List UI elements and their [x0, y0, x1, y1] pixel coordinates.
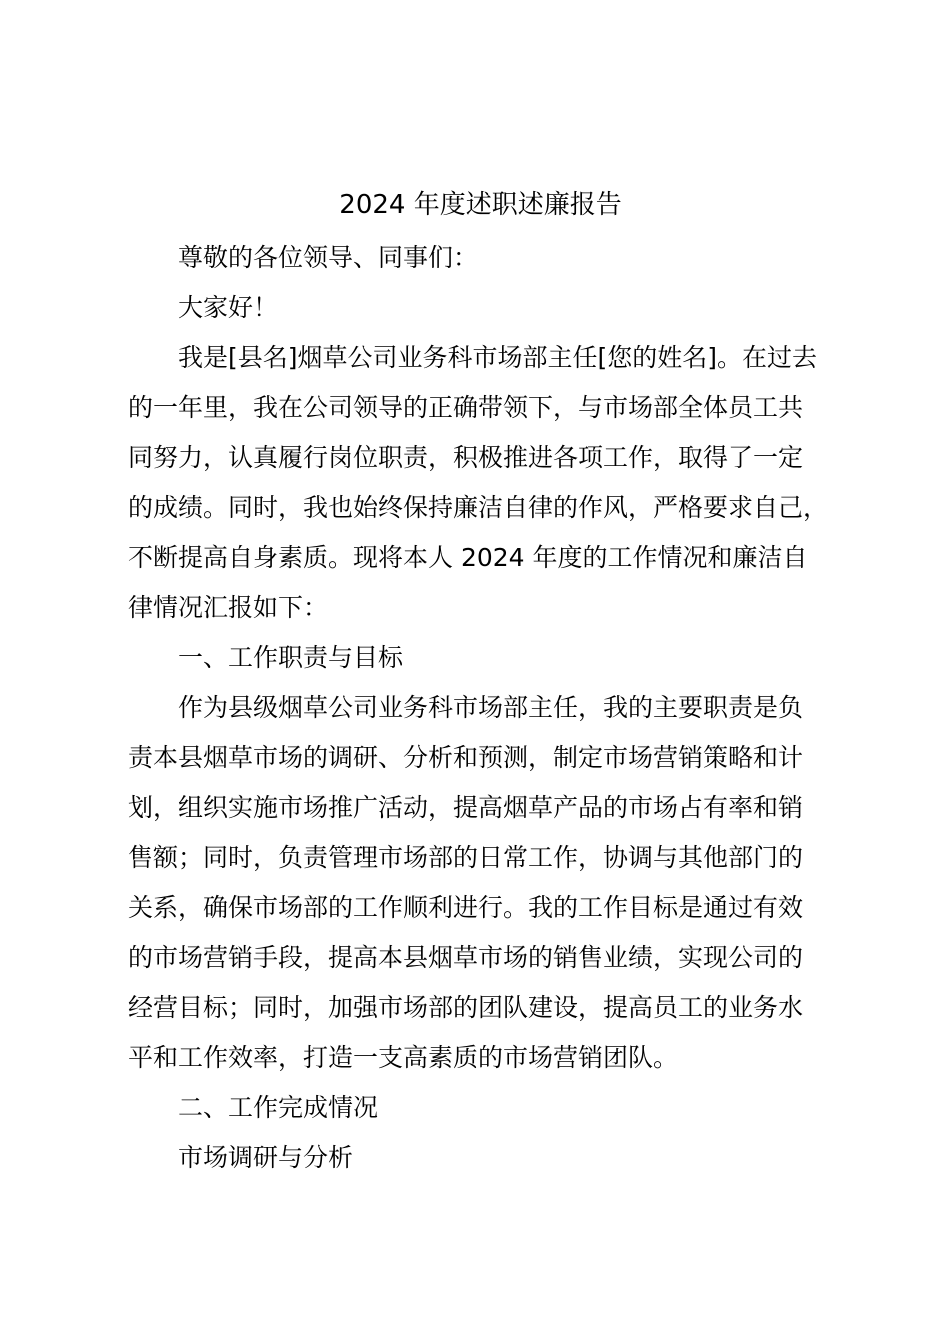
section-heading-duties: 一、工作职责与目标	[178, 643, 404, 672]
document-page	[128, 183, 833, 1183]
duties-paragraph: 作为县级烟草公司业务科市场部主任，我的主要职责是负 责本县烟草市场的调研、分析和预测，制定市场营销策略和计 划，组织实施市场推广活动，提高烟草产品的市场占有率和销 售额；同时，负责管理市场部的日常工作，协调与其他部门的 关系，确保市场部的工作顺利进行。我的工作目标是通过有效 的市场营销手段，提高本县烟草市场的销售业绩，实现公司的 经营目标；同时，加强市场部的团队建设，提高员工的业务水 平和工作效率，打造一支高素质的市场营销团队。	[128, 693, 804, 1072]
greeting: 大家好！	[178, 293, 279, 322]
section-heading-completion: 二、工作完成情况	[178, 1093, 379, 1122]
document-title: 2024 年度述职述廉报告	[339, 190, 622, 220]
intro-paragraph: 我是[县名]烟草公司业务科市场部主任[您的姓名]。在过去 的一年里，我在公司领导的正确带领下，与市场部全体员工共 同努力，认真履行岗位职责，积极推进各项工作，取得了一定 的成绩。同时，我也始终保持廉洁自律的作风，严格要求自己， 不断提高自身素质。现将本人 2024 年度的工作情况和廉洁自 律情况汇报如下：	[128, 343, 829, 622]
subsection-heading-research: 市场调研与分析	[178, 1143, 354, 1172]
salutation: 尊敬的各位领导、同事们：	[178, 243, 479, 272]
